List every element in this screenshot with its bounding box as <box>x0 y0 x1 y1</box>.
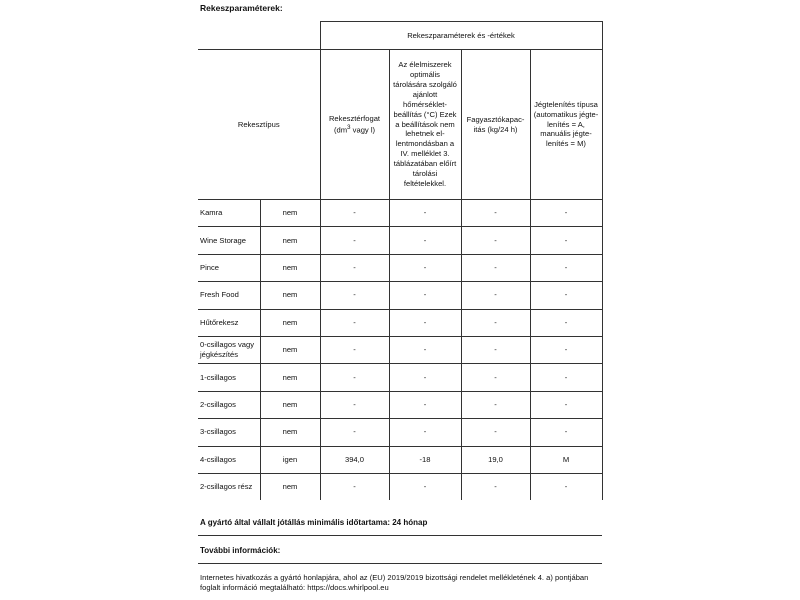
present-cell: igen <box>260 446 320 473</box>
volume-cell: - <box>320 282 389 309</box>
present-cell: nem <box>260 282 320 309</box>
freezing-capacity-cell: - <box>461 391 530 418</box>
freezing-capacity-cell: - <box>461 473 530 500</box>
defrost-type-cell: - <box>530 254 602 281</box>
volume-cell: - <box>320 391 389 418</box>
divider <box>198 563 602 564</box>
compartment-type-cell: 3-csillagos <box>198 419 260 446</box>
table-row <box>198 336 602 363</box>
table-row <box>198 309 602 336</box>
compartment-type-cell: 2-csillagos rész <box>198 473 260 500</box>
volume-cell: 394,0 <box>320 446 389 473</box>
table-row <box>198 391 602 418</box>
freezing-capacity-cell: - <box>461 254 530 281</box>
volume-cell: - <box>320 364 389 391</box>
defrost-type-cell: - <box>530 473 602 500</box>
temperature-cell: - <box>389 364 461 391</box>
compartment-type-cell: 2-csillagos <box>198 391 260 418</box>
present-cell: nem <box>260 336 320 363</box>
table-row <box>198 473 602 500</box>
defrost-type-header: Jégtelenítés típusa (automatikus jégtelenítés = A, manuális jégtelenítés = M) <box>530 50 602 200</box>
freezing-capacity-cell: 19,0 <box>461 446 530 473</box>
temperature-cell: - <box>389 419 461 446</box>
table-row <box>198 419 602 446</box>
present-cell: nem <box>260 391 320 418</box>
defrost-type-cell: M <box>530 446 602 473</box>
volume-cell: - <box>320 309 389 336</box>
temperature-header: Az élelmiszerek optimális tárolására szolgáló ajánlott hőmérséklet-beállítás (°C) Ezek a beállítások nem lehetnek ellentmondásban a IV. melléklet 3. táblázatában előírt tárolási feltételekkel. <box>389 50 461 200</box>
compartment-parameters-table <box>198 21 603 500</box>
freezing-capacity-cell: - <box>461 364 530 391</box>
table-row <box>198 254 602 281</box>
compartment-type-cell: Pince <box>198 254 260 281</box>
temperature-cell: - <box>389 391 461 418</box>
defrost-type-cell: - <box>530 309 602 336</box>
defrost-type-cell: - <box>530 282 602 309</box>
more-info-title: További információk: <box>200 546 281 555</box>
table-row <box>198 227 602 254</box>
present-cell: nem <box>260 419 320 446</box>
present-cell: nem <box>260 200 320 227</box>
volume-cell: - <box>320 200 389 227</box>
temperature-cell: - <box>389 282 461 309</box>
temperature-cell: - <box>389 309 461 336</box>
defrost-type-cell: - <box>530 200 602 227</box>
volume-cell: - <box>320 254 389 281</box>
freezing-capacity-cell: - <box>461 282 530 309</box>
table-row <box>198 200 602 227</box>
volume-cell: - <box>320 227 389 254</box>
warranty-text: A gyártó által vállalt jótállás minimális időtartama: 24 hónap <box>200 518 428 527</box>
freezing-capacity-cell: - <box>461 227 530 254</box>
temperature-cell: - <box>389 227 461 254</box>
temperature-cell: - <box>389 336 461 363</box>
temperature-cell: -18 <box>389 446 461 473</box>
divider <box>198 535 602 536</box>
present-cell: nem <box>260 473 320 500</box>
freezing-capacity-cell: - <box>461 200 530 227</box>
volume-header-text: Rekesztérfogat (dm <box>328 113 381 135</box>
defrost-type-cell: - <box>530 336 602 363</box>
manufacturer-link-note: Internetes hivatkozás a gyártó honlapjára, ahol az (EU) 2019/2019 bizottsági rendelet mellékletének 4. a) pontjában foglalt információ megtalálható: https://docs.whirlpool.eu <box>200 573 589 593</box>
compartment-type-cell: Fresh Food <box>198 282 260 309</box>
compartment-type-cell: Kamra <box>198 200 260 227</box>
volume-cell: - <box>320 419 389 446</box>
volume-cell: - <box>320 473 389 500</box>
type-header: Rekesztípus <box>198 50 320 200</box>
volume-header-superscript: 3 <box>347 123 351 131</box>
volume-cell: - <box>320 336 389 363</box>
table-row <box>198 446 602 473</box>
temperature-cell: - <box>389 200 461 227</box>
volume-header <box>320 50 389 200</box>
defrost-type-cell: - <box>530 391 602 418</box>
group-header: Rekeszparaméterek és -értékek <box>320 22 602 50</box>
temperature-cell: - <box>389 473 461 500</box>
compartment-type-cell: 0-csillagos vagy jégkészítés <box>198 336 260 363</box>
present-cell: nem <box>260 227 320 254</box>
present-cell: nem <box>260 309 320 336</box>
freezing-capacity-cell: - <box>461 419 530 446</box>
table-row <box>198 282 602 309</box>
section-title: Rekeszparaméterek: <box>200 3 283 13</box>
compartment-type-cell: Hűtőrekesz <box>198 309 260 336</box>
volume-header-unit: vagy l) <box>350 125 376 135</box>
present-cell: nem <box>260 364 320 391</box>
defrost-type-cell: - <box>530 227 602 254</box>
freezing-capacity-cell: - <box>461 336 530 363</box>
table-row <box>198 364 602 391</box>
present-cell: nem <box>260 254 320 281</box>
temperature-cell: - <box>389 254 461 281</box>
freezing-capacity-header: Fagyasztókapacitás (kg/24 h) <box>461 50 530 200</box>
freezing-capacity-cell: - <box>461 309 530 336</box>
header-empty-cell <box>198 22 320 50</box>
compartment-type-cell: 1-csillagos <box>198 364 260 391</box>
compartment-type-cell: 4-csillagos <box>198 446 260 473</box>
defrost-type-cell: - <box>530 364 602 391</box>
compartment-type-cell: Wine Storage <box>198 227 260 254</box>
defrost-type-cell: - <box>530 419 602 446</box>
